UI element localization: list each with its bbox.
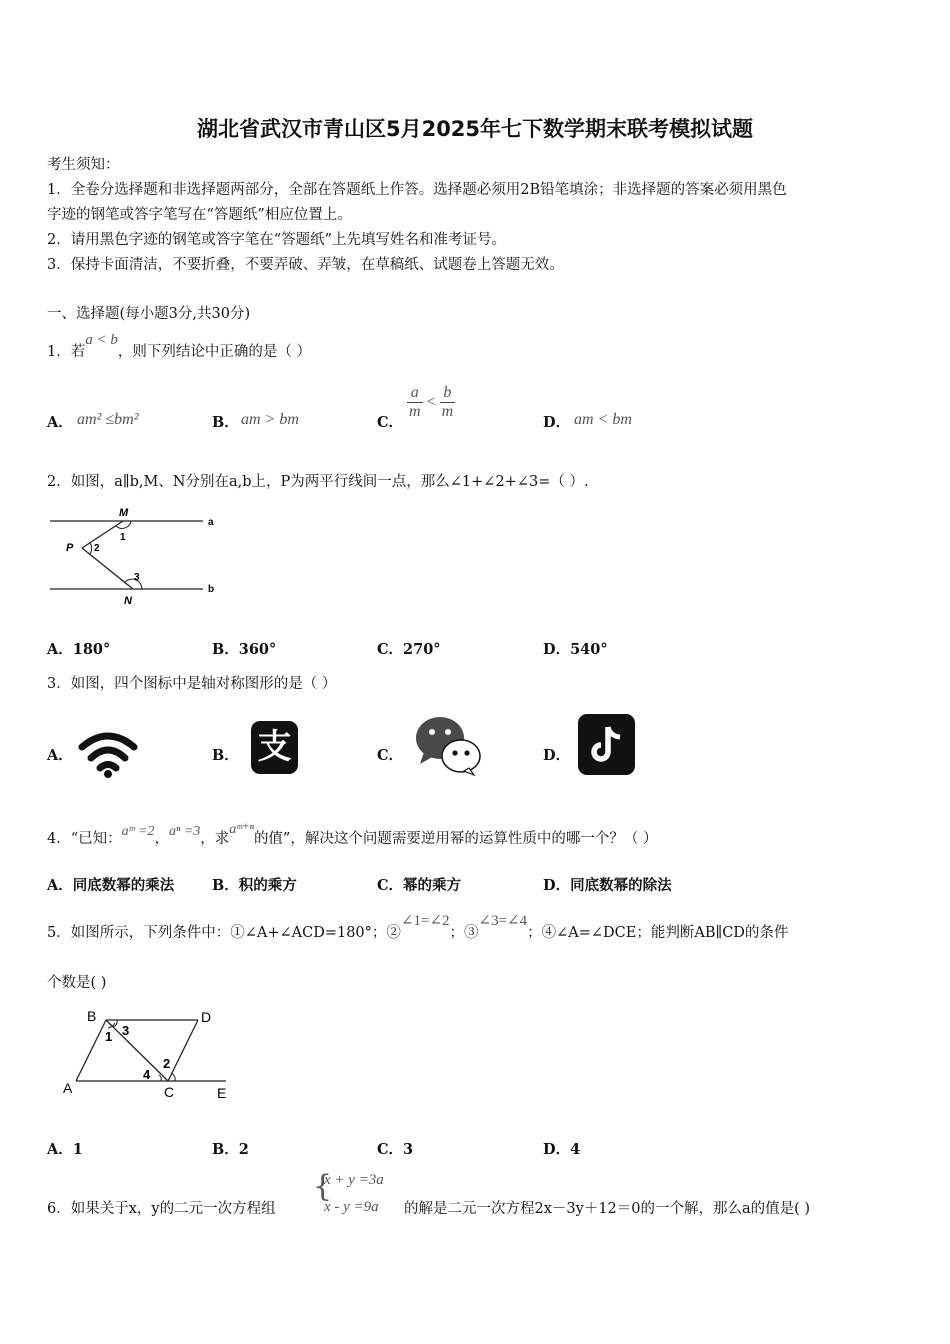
q1-option-a-label: A． (47, 414, 73, 431)
q5-sep: ；③ (449, 925, 479, 941)
q5-option-c: C．3 (377, 1141, 414, 1158)
q6-stem-prefix: 6．如果关于x，y的二元一次方程组 (47, 1201, 276, 1217)
label-a: a (208, 517, 214, 528)
q3-option-a-label: A． (47, 747, 73, 764)
page-title: 湖北省武汉市青山区5月2025年七下数学期末联考模拟试题 (196, 117, 754, 141)
segment-dc (168, 1020, 198, 1081)
label-a: A (63, 1080, 73, 1096)
q2-option-b: B．360° (212, 641, 277, 658)
q4-expr-1: aᵐ =2 (121, 824, 155, 839)
q1-option-d-expr: am < bm (574, 411, 632, 428)
angle-2-arc (90, 543, 92, 554)
q4-option-d: D．同底数幂的除法 (543, 877, 672, 894)
q4-expr-3: aᵐ⁺ⁿ (229, 822, 254, 837)
q5-stem-suffix: ；④∠A=∠DCE；能判断AB∥CD的条件 (527, 925, 789, 941)
label-b: b (208, 584, 215, 595)
q1-condition: a < b (85, 332, 118, 348)
q1-option-c-label: C． (377, 414, 404, 431)
q5-condition-2: ∠1=∠2 (400, 913, 450, 929)
q5-stem (47, 913, 789, 942)
q1-option-b-label: B． (212, 414, 239, 431)
label-n: N (124, 595, 132, 607)
q4-option-c: C．幂的乘方 (377, 877, 462, 894)
q2-option-a: A．180° (47, 641, 111, 658)
notice-line-1a: 1．全卷分选择题和非选择题两部分，全部在答题纸上作答。选择题必须用2B铅笔填涂；非选择题的答案必须用黑色 (47, 182, 787, 198)
q4-stem-suffix: 的值”，解决这个问题需要逆用幂的运算性质中的哪一个？（ ） (253, 831, 658, 847)
q2-option-c: C．270° (377, 641, 441, 658)
angle-2-arc (172, 1073, 175, 1081)
q1-option-a-expr: am² ≤bm² (77, 411, 139, 428)
q3-option-c-label: C． (377, 747, 404, 764)
q6-stem-suffix: 的解是二元一次方程2x－3y＋12＝0的一个解，那么a的值是( ) (404, 1201, 811, 1217)
notice-line-3: 3．保持卡面清洁，不要折叠，不要弄破、弄皱，在草稿纸、试题卷上答题无效。 (47, 257, 564, 273)
q5-option-a: A．1 (47, 1141, 83, 1158)
notice-line-2: 2．请用黑色字迹的钢笔或答字笔在“答题纸”上先填写姓名和准考证号。 (47, 232, 507, 248)
q1-c-operator: < (426, 393, 436, 411)
segment-mp (82, 521, 123, 548)
q5-condition-3: ∠3=∠4 (478, 913, 528, 929)
q6-equation-2: x - y =9a (324, 1199, 379, 1215)
q6-equation-1: x + y =3a (324, 1172, 384, 1188)
q1-option-b-expr: am > bm (241, 411, 299, 428)
q4-stem-prefix: 4．“已知： (47, 831, 122, 847)
q1-c-fraction-1: $\frac{a}{m}$ (409, 384, 421, 420)
q5-option-d: D．4 (543, 1141, 581, 1158)
q4-option-b: B．积的乘方 (212, 877, 297, 894)
q4-qiu: ，求 (200, 831, 230, 847)
q3-stem: 3．如图，四个图标中是轴对称图形的是（ ） (47, 676, 337, 692)
section-heading: 一、选择题(每小题3分,共30分) (47, 306, 251, 322)
segment-ab (76, 1020, 106, 1081)
q2-stem: 2．如图，a∥b,M、N分别在a,b上，P为两平行线间一点，那么∠1+∠2+∠3=（ ）. (47, 474, 589, 490)
q3-option-d-label: D． (543, 747, 571, 764)
label-angle-3: 3 (134, 572, 140, 583)
notice-line-1b: 字迹的钢笔或答字笔写在“答题纸”相应位置上。 (47, 207, 352, 223)
q4-option-a: A．同底数幂的乘法 (47, 877, 175, 894)
q1-option-c-expr (407, 384, 455, 421)
q4-stem (47, 822, 658, 848)
label-angle-1: 1 (105, 1029, 113, 1044)
q1-stem-prefix: 1．若 (47, 344, 86, 360)
q5-figure (58, 1005, 238, 1105)
q5-stem-prefix: 5．如图所示，下列条件中：①∠A+∠ACD=180°；② (47, 925, 401, 941)
q4-expr-2: aⁿ =3 (168, 824, 201, 839)
q3-option-b-label: B． (212, 747, 239, 764)
q2-option-d: D．540° (543, 641, 608, 658)
label-angle-4: 4 (143, 1067, 151, 1082)
label-d: D (201, 1009, 212, 1025)
q2-figure (45, 503, 225, 608)
q1-c-fraction-2: $\frac{b}{m}$ (441, 384, 454, 420)
q1-option-d-label: D． (543, 414, 571, 431)
angle-4-arc (159, 1075, 161, 1081)
label-angle-3: 3 (122, 1023, 130, 1038)
label-angle-2: 2 (163, 1056, 171, 1071)
label-b: B (87, 1008, 97, 1024)
q6-brace: { (313, 1169, 333, 1204)
q5-option-b: B．2 (212, 1141, 249, 1158)
q1-stem-suffix: ，则下列结论中正确的是（ ） (117, 344, 311, 360)
q4-comma: ， (154, 831, 169, 847)
label-p: P (66, 542, 74, 554)
label-angle-2: 2 (94, 543, 100, 554)
label-m: M (119, 507, 129, 519)
notice-heading: 考生须知： (47, 157, 120, 173)
label-e: E (217, 1085, 227, 1101)
q1-stem (47, 332, 311, 361)
q5-stem-cont: 个数是( ) (47, 975, 107, 991)
tiktok-icon (578, 714, 636, 776)
alipay-icon: 支 (251, 721, 298, 774)
segment-bc (106, 1020, 171, 1081)
wechat-icon (414, 714, 482, 776)
segment-pn (82, 548, 133, 589)
label-angle-1: 1 (120, 532, 126, 543)
label-c: C (164, 1084, 175, 1100)
wifi-icon (78, 727, 138, 781)
